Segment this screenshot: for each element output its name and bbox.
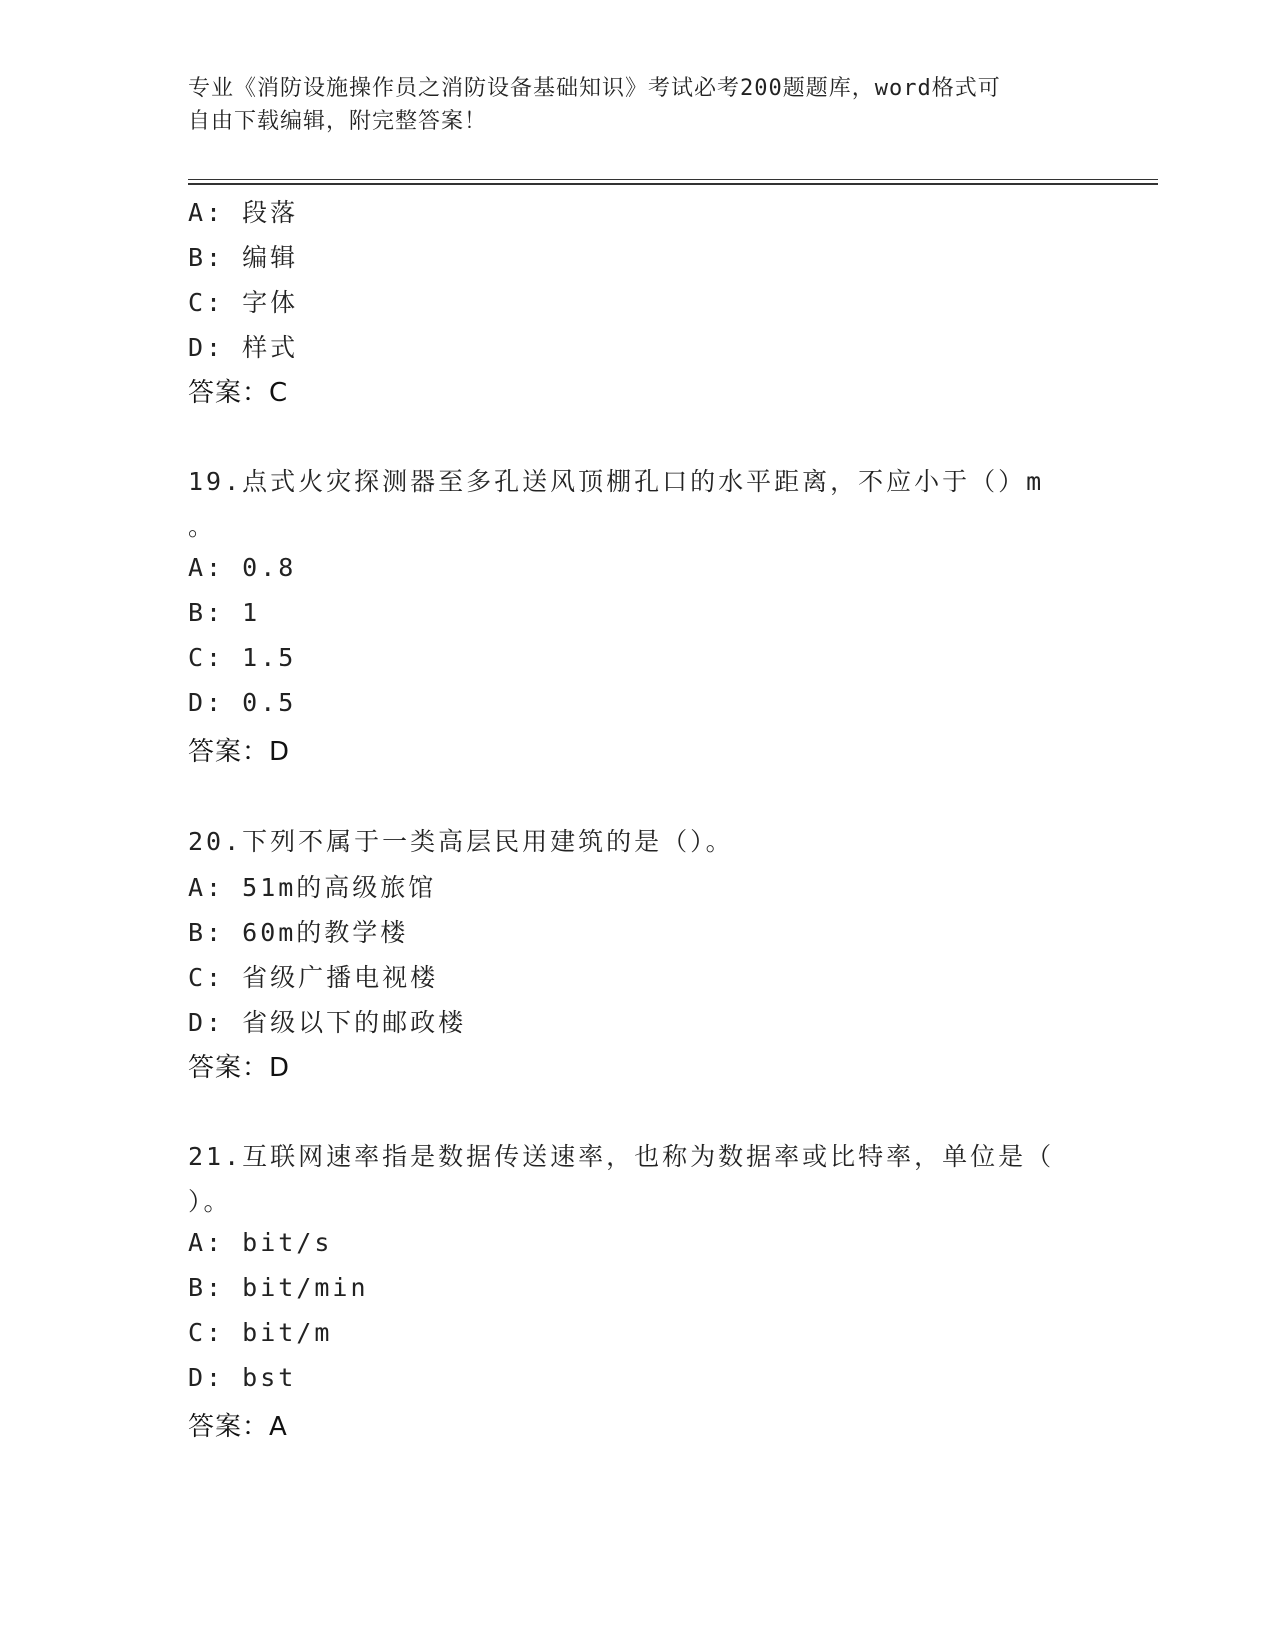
q18-option-c: C: 字体 [188, 288, 299, 317]
q20-stem: 20.下列不属于一类高层民用建筑的是（）。 [188, 827, 734, 856]
header-line-2: 自由下载编辑，附完整答案！ [188, 109, 488, 134]
q18-option-b: B: 编辑 [188, 243, 299, 272]
q19-option-d: D: 0.5 [188, 688, 297, 717]
q18-option-d: D: 样式 [188, 333, 299, 362]
q18-answer: 答案：C [188, 378, 289, 408]
q21-option-c: C: bit/m [188, 1318, 333, 1347]
q20-answer: 答案：D [188, 1053, 291, 1083]
q21-stem-line-2: ）。 [188, 1187, 232, 1216]
q21-stem-line-1: 21.互联网速率指是数据传送速率，也称为数据率或比特率，单位是（ [188, 1142, 1055, 1171]
q20-option-b: B: 60m的教学楼 [188, 918, 409, 947]
q20-option-d: D: 省级以下的邮政楼 [188, 1008, 467, 1037]
q19-stem-line-2: 。 [188, 512, 217, 541]
q19-option-b: B: 1 [188, 598, 261, 627]
q21-option-d: D: bst [188, 1363, 297, 1392]
q19-option-a: A: 0.8 [188, 553, 297, 582]
q21-option-a: A: bit/s [188, 1228, 333, 1257]
header-divider-thin [188, 179, 1158, 180]
q21-option-b: B: bit/min [188, 1273, 369, 1302]
document-header [188, 72, 1068, 138]
q20-option-c: C: 省级广播电视楼 [188, 963, 439, 992]
q19-answer: 答案：D [188, 737, 291, 767]
q21-answer: 答案：A [188, 1412, 288, 1442]
q18-option-a: A: 段落 [188, 198, 299, 227]
header-line-1: 专业《消防设施操作员之消防设备基础知识》考试必考200题题库，word格式可 [188, 76, 1001, 101]
q19-stem-line-1: 19.点式火灾探测器至多孔送风顶棚孔口的水平距离，不应小于（）m [188, 467, 1045, 496]
q19-option-c: C: 1.5 [188, 643, 297, 672]
q20-option-a: A: 51m的高级旅馆 [188, 873, 437, 902]
header-divider-thick [188, 183, 1158, 185]
